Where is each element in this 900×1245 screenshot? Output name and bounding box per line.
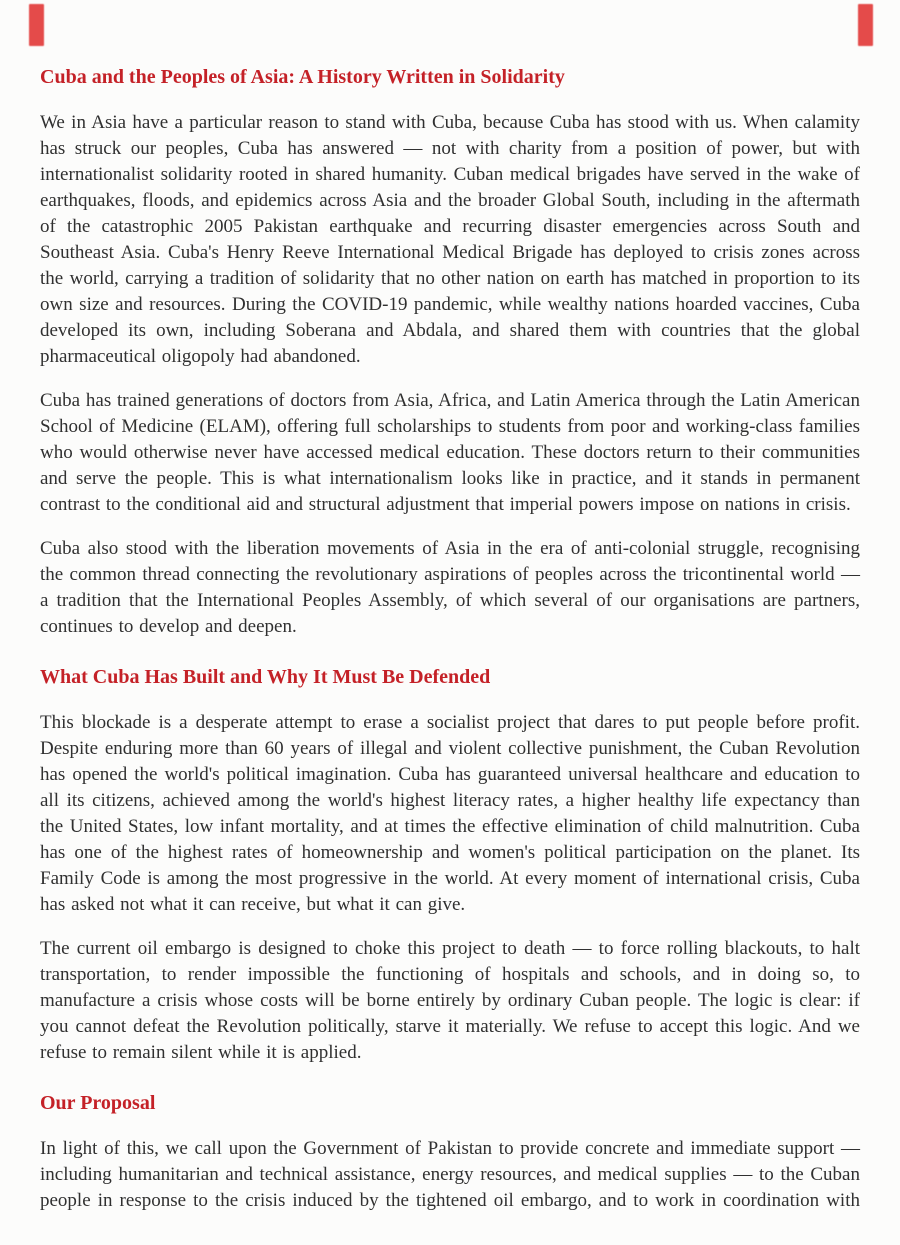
paragraph-oil-embargo: The current oil embargo is designed to choke this project to death — to force rolling blackouts, to halt transportation, to render impossible the functioning of hospitals and schools, and in doing so, to manufacture a crisis whose costs will be borne entirely by ordinary Cuban people. The logic is clear: if you cannot defeat the Revolution politically, starve it materially. We refuse to accept this logic. And we refuse to remain silent while it is applied. [40,938,860,1063]
paragraph-call-upon-pakistan: In light of this, we call upon the Government of Pakistan to provide concrete and immediate support — including humanitarian and technical assistance, energy resources, and medical supplies — to the Cuban people in response to the crisis induced by the tightened oil embargo, and to work in coordination with [40,1138,860,1211]
section-heading-our-proposal: Our Proposal [40,1092,156,1114]
paragraph-blockade-achievements: This blockade is a desperate attempt to erase a socialist project that dares to put people before profit. Despite enduring more than 60 years of illegal and violent collective punishment, the Cuban Revolution has opened the world's political imagination. Cuba has guaranteed universal healthcare and education to all its citizens, achieved among the world's highest literacy rates, a higher healthy life expectancy than the United States, low infant mortality, and at times the effective elimination of child malnutrition. Cuba has one of the highest rates of homeownership and women's political participation on the planet. Its Family Code is among the most progressive in the world. At every moment of international crisis, Cuba has asked not what it can receive, but what it can give. [40,712,860,915]
red-corner-mark-left [29,4,44,46]
paragraph-solidarity-history: We in Asia have a particular reason to stand with Cuba, because Cuba has stood with us. When calamity has struck our peoples, Cuba has answered — not with charity from a position of power, but with internationalist solidarity rooted in shared humanity. Cuban medical brigades have served in the wake of earthquakes, floods, and epidemics across Asia and the broader Global South, including in the aftermath of the catastrophic 2005 Pakistan earthquake and recurring disaster emergencies across South and Southeast Asia. Cuba's Henry Reeve International Medical Brigade has deployed to crisis zones across the world, carrying a tradition of solidarity that no other nation on earth has matched in proportion to its own size and resources. During the COVID-19 pandemic, while wealthy nations hoarded vaccines, Cuba developed its own, including Soberana and Abdala, and shared them with countries that the global pharmaceutical oligopoly had abandoned. [40,112,860,367]
paragraph-liberation-movements: Cuba also stood with the liberation movements of Asia in the era of anti-colonial struggle, recognising the common thread connecting the revolutionary aspirations of peoples across the tricontinental world — a tradition that the International Peoples Assembly, of which several of our organisations are partners, continues to develop and deepen. [40,538,860,637]
section-heading-cuba-and-peoples-of-asia: Cuba and the Peoples of Asia: A History Written in Solidarity [40,66,565,88]
section-heading-what-cuba-has-built: What Cuba Has Built and Why It Must Be Defended [40,666,491,688]
red-corner-mark-right [858,4,873,46]
paragraph-elam-doctors: Cuba has trained generations of doctors from Asia, Africa, and Latin America through the Latin American School of Medicine (ELAM), offering full scholarships to students from poor and working-class families who would otherwise never have accessed medical education. These doctors return to their communities and serve the people. This is what internationalism looks like in practice, and it stands in permanent contrast to the conditional aid and structural adjustment that imperial powers impose on nations in crisis. [40,390,860,515]
